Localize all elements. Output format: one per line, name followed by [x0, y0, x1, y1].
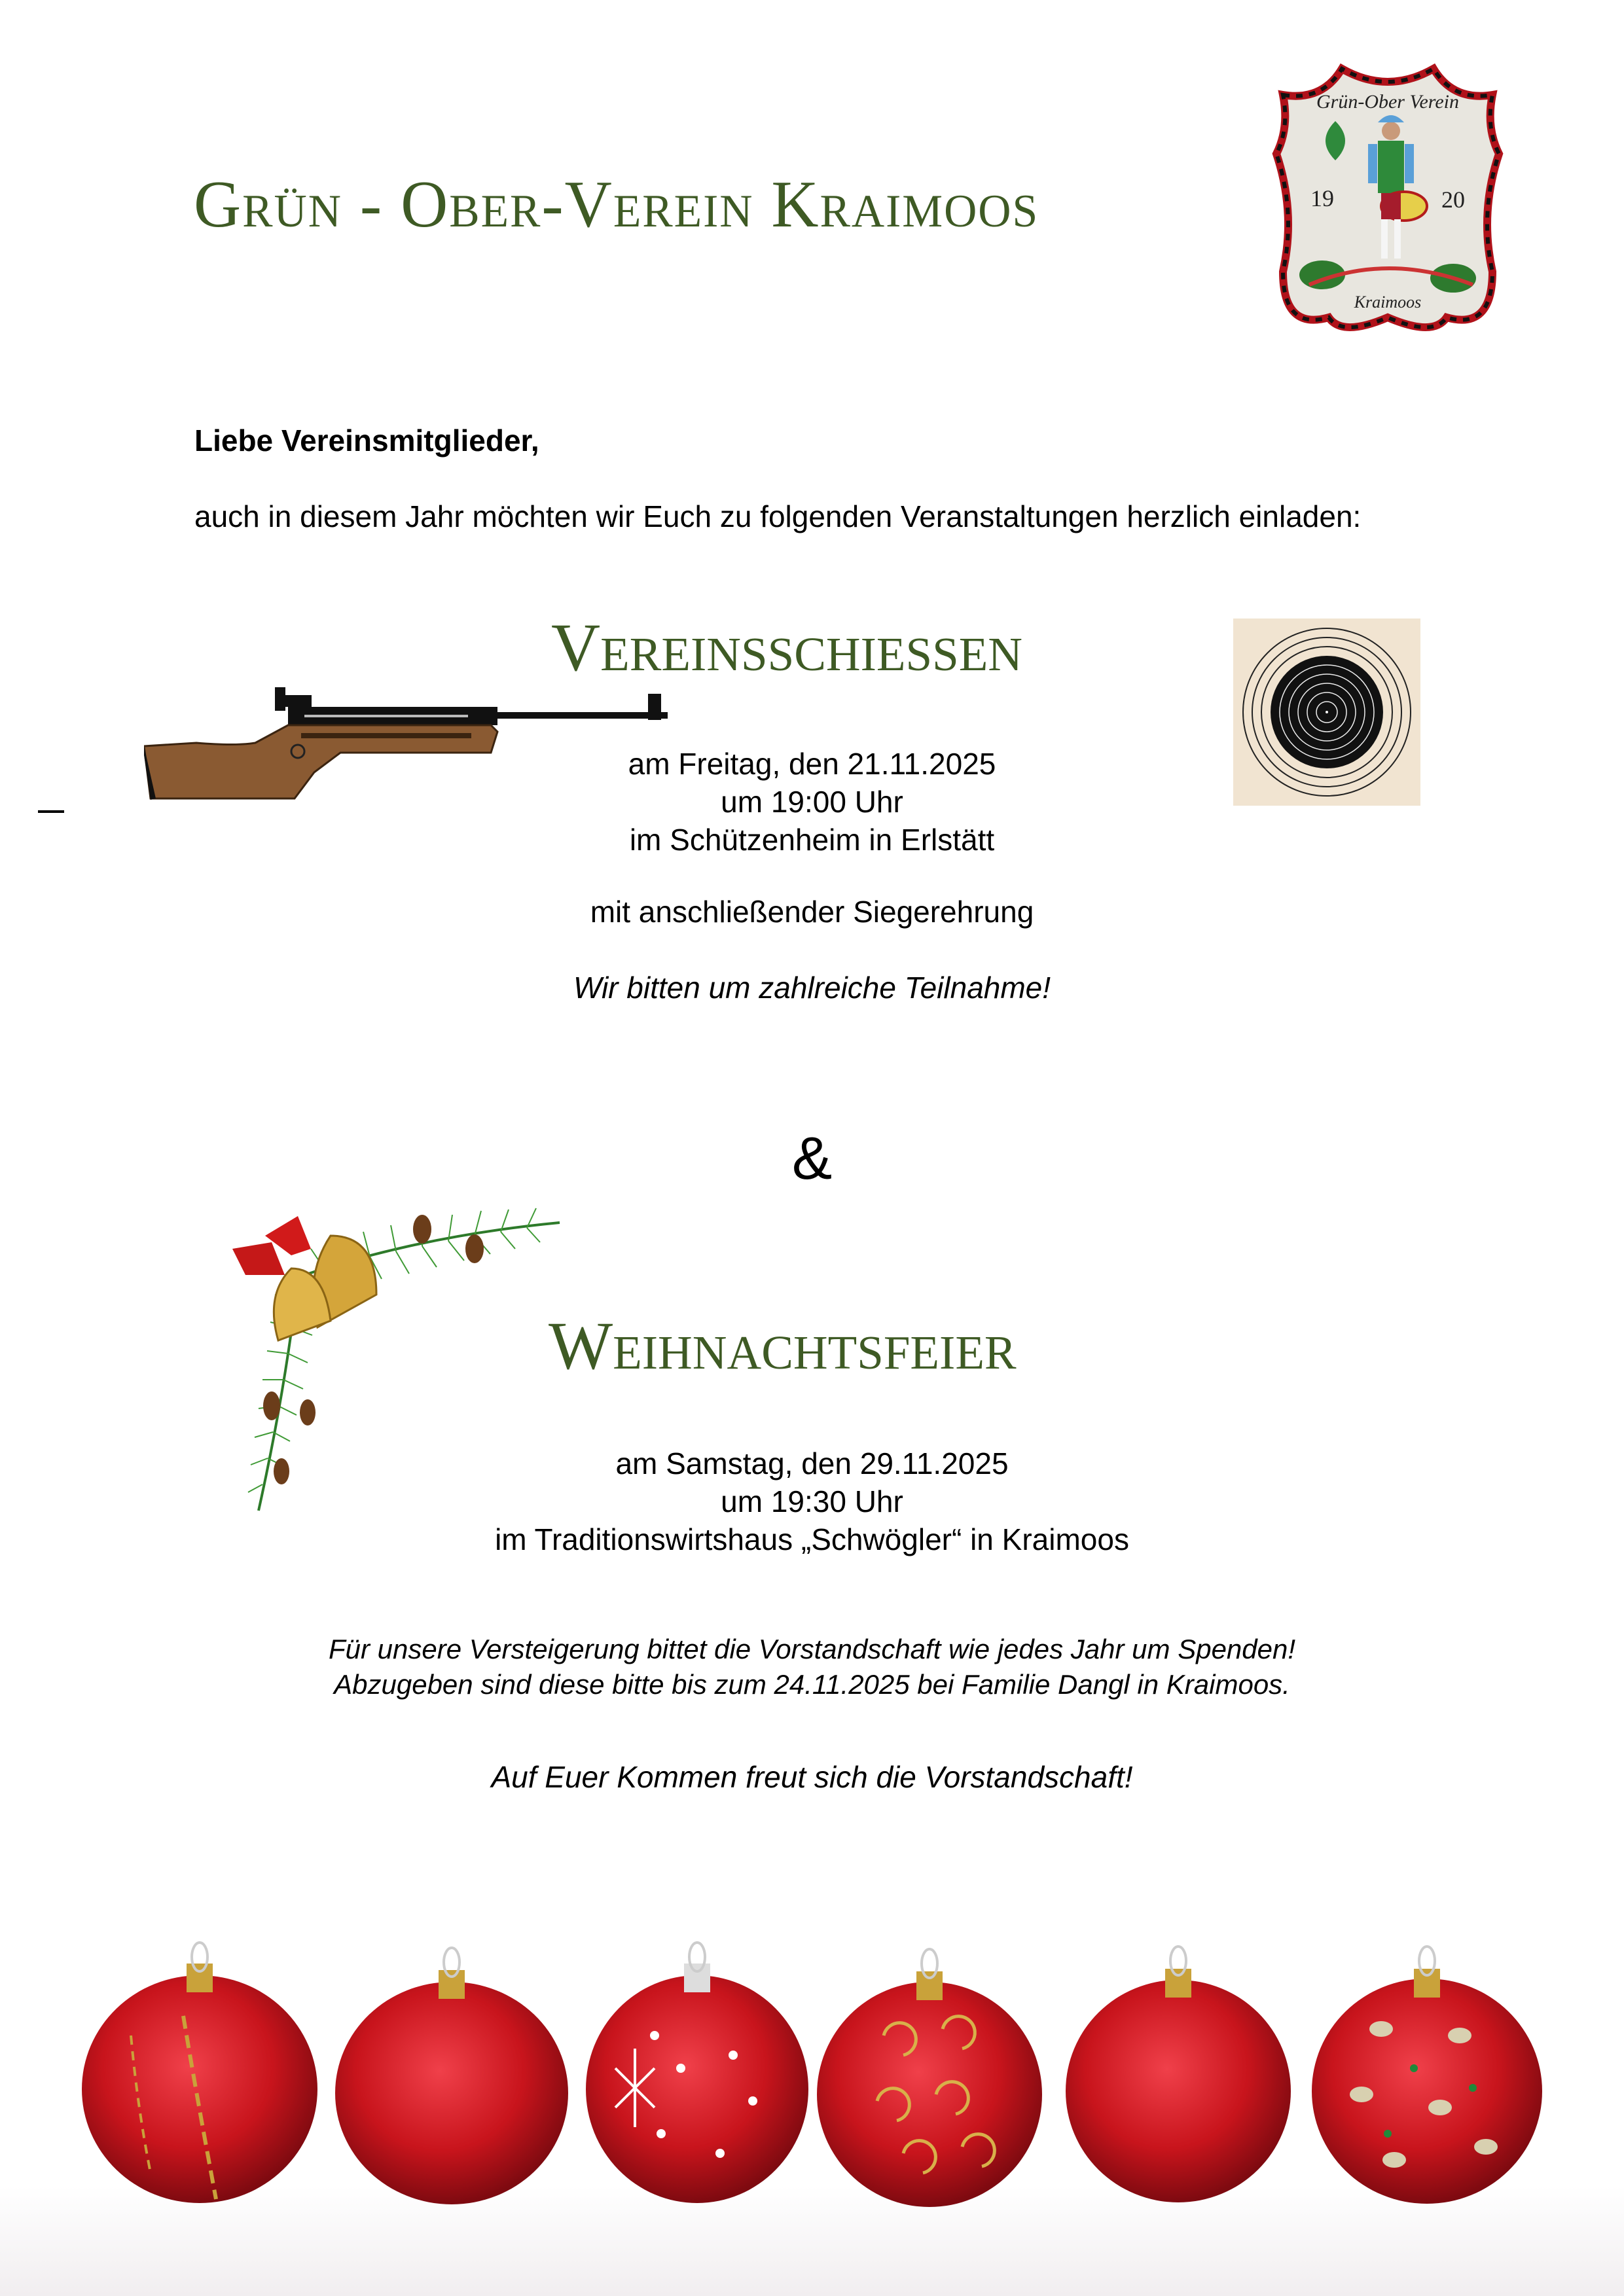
donation-line-2: Abzugeben sind diese bitte bis zum 24.11.2025 bei Familie Dangl in Kraimoos. [334, 1669, 1290, 1700]
greeting: Liebe Vereinsmitglieder, [194, 423, 539, 457]
donation-line-1: Für unsere Versteigerung bittet die Vorstandschaft wie jedes Jahr um Spenden! [328, 1634, 1296, 1664]
intro-text: auch in diesem Jahr möchten wir Euch zu folgenden Veranstaltungen herzlich einladen: [194, 499, 1362, 533]
event1-time: um 19:00 Uhr [721, 785, 903, 819]
event2-details [0, 1444, 1624, 1558]
event2-time: um 19:30 Uhr [721, 1484, 903, 1518]
club-crest-icon [1263, 56, 1512, 347]
svg-text:Grün-Ober Verein: Grün-Ober Verein [1316, 91, 1460, 113]
svg-text:Kraimoos: Kraimoos [1354, 293, 1422, 312]
svg-text:19: 19 [1310, 185, 1334, 211]
event1-appeal: Wir bitten um zahlreiche Teilnahme! [573, 971, 1051, 1005]
ampersand-separator: & [791, 1125, 833, 1192]
christmas-ornaments-icon [0, 1937, 1624, 2296]
event2-location: im Traditionswirtshaus „Schwögler“ in Kraimoos [495, 1522, 1129, 1556]
event1-title: Vereinsschiessen [551, 610, 1023, 685]
event1-details [0, 745, 1624, 859]
svg-text:20: 20 [1441, 187, 1465, 213]
event1-date: am Freitag, den 21.11.2025 [628, 747, 996, 781]
event2-title: Weihnachtsfeier [549, 1308, 1017, 1384]
event1-location: im Schützenheim in Erlstätt [629, 823, 995, 857]
event1-note: mit anschließender Siegerehrung [590, 895, 1034, 929]
event2-date: am Samstag, den 29.11.2025 [615, 1446, 1009, 1480]
closing-line: Auf Euer Kommen freut sich die Vorstandschaft! [491, 1760, 1133, 1794]
club-title: Grün - Ober-Verein Kraimoos [194, 168, 1039, 242]
donation-notice [0, 1632, 1624, 1702]
